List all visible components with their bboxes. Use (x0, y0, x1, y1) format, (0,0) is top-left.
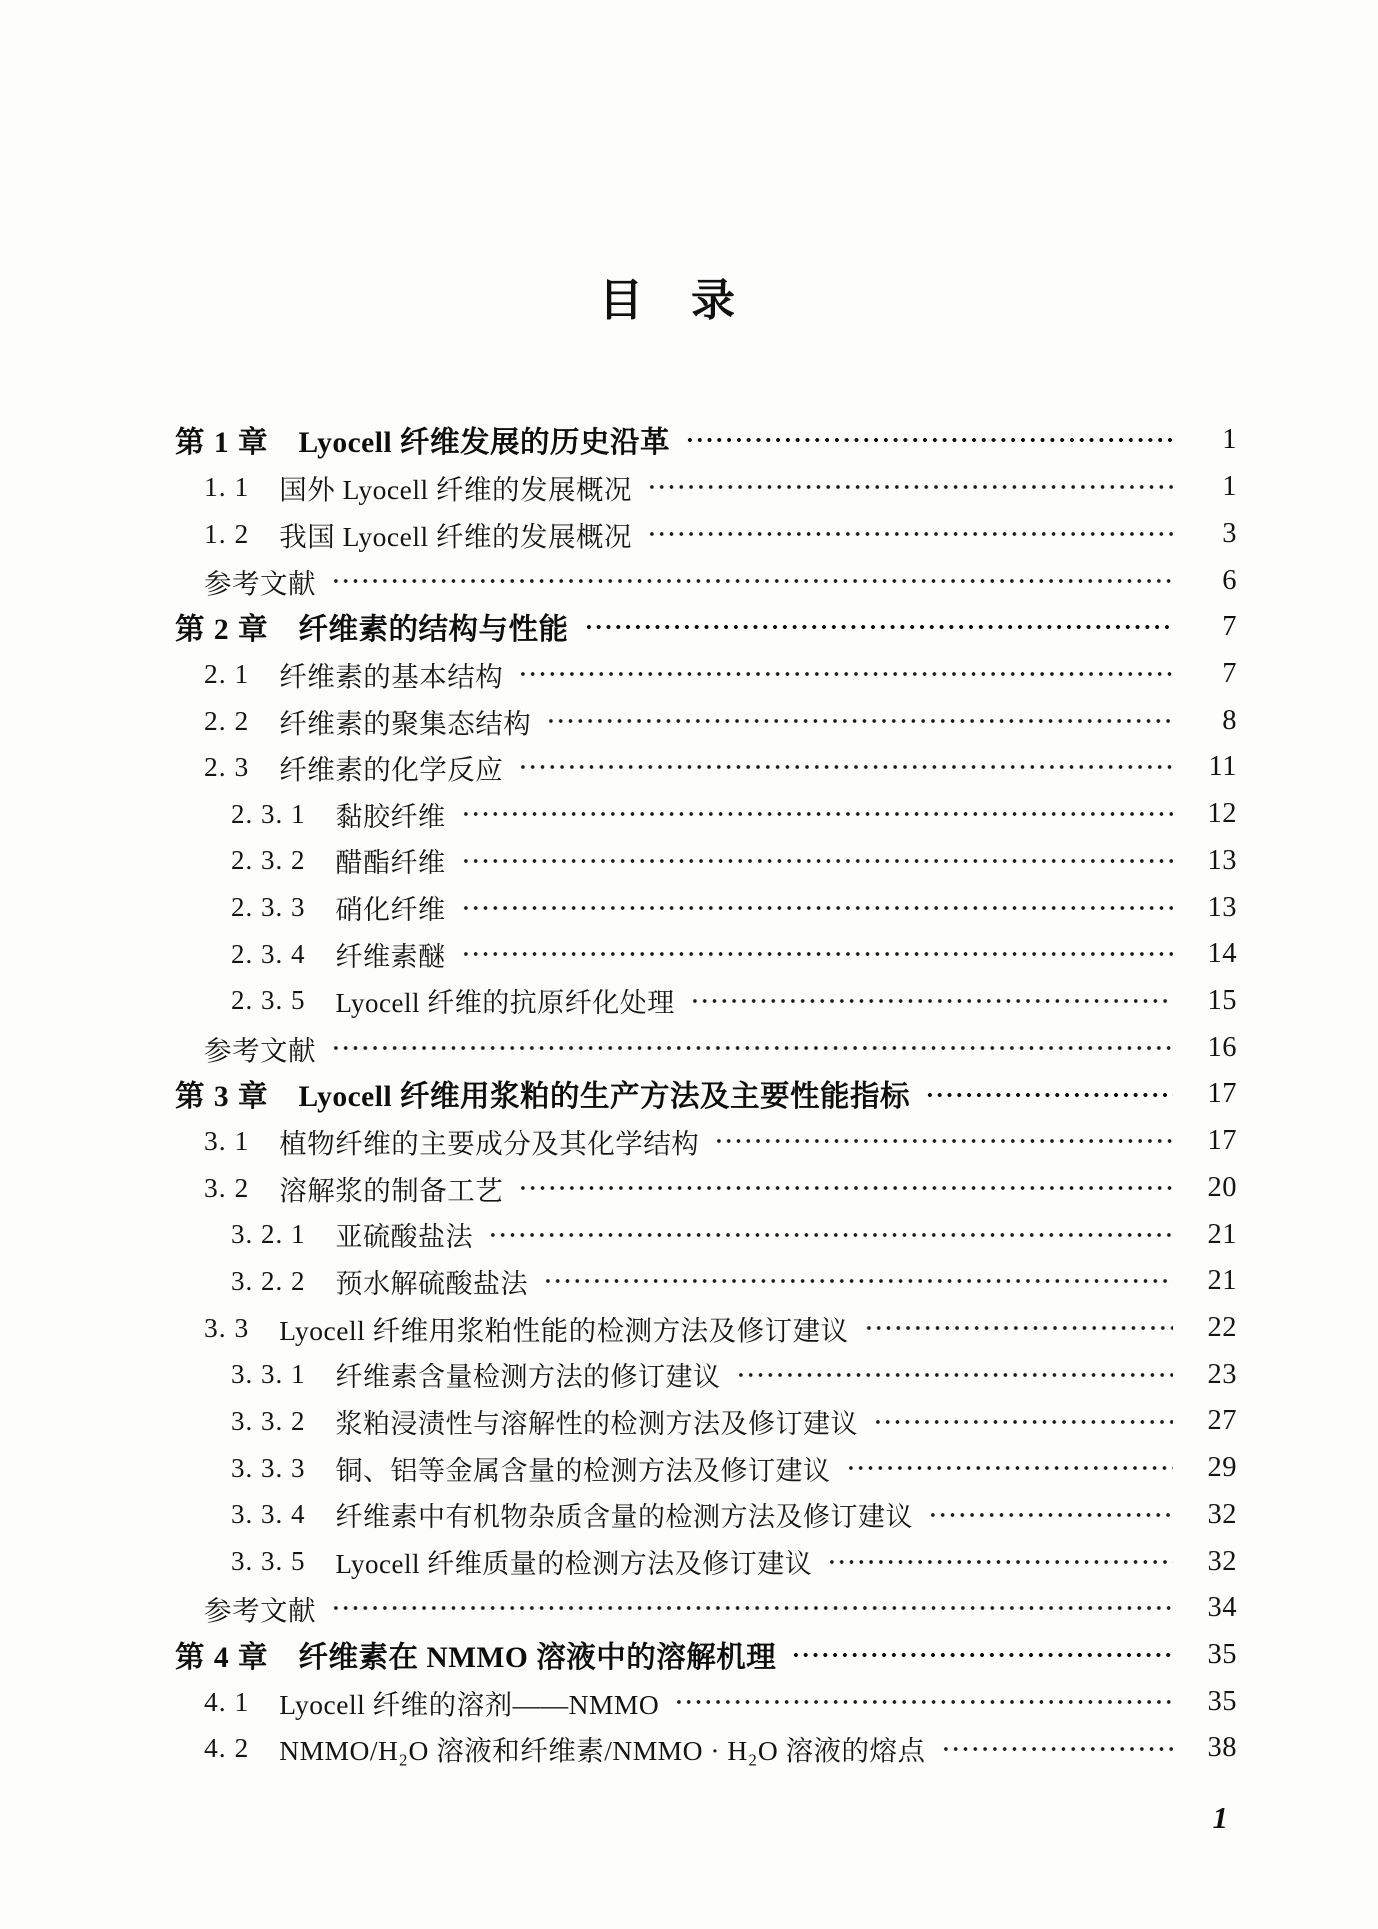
toc-entry-number: 2. 1 (204, 657, 250, 689)
toc-entry-page: 32 (1207, 1545, 1237, 1577)
toc-entry-label: Lyocell 纤维用浆粕的生产方法及主要性能指标 (298, 1081, 911, 1114)
toc-entry (175, 931, 1237, 978)
toc-entry-page: 21 (1207, 1218, 1237, 1250)
toc-entry-label: Lyocell 纤维的抗原纤化处理 (335, 988, 675, 1019)
toc-entry-page: 14 (1207, 938, 1237, 970)
toc-entry-number: 4. 2 (204, 1732, 250, 1764)
toc-entry-label: 参考文献 (204, 567, 316, 599)
toc-entry-page: 22 (1207, 1312, 1237, 1344)
toc-entry-page: 35 (1207, 1639, 1237, 1671)
dot-leader (925, 1071, 1173, 1118)
toc-entry-page: 32 (1207, 1498, 1237, 1530)
toc-entry-number: 2. 3. 4 (231, 938, 306, 969)
toc-entry (175, 884, 1237, 931)
toc-entry-page: 8 (1222, 704, 1237, 736)
toc-entry-number: 3. 3. 2 (231, 1405, 306, 1436)
toc-entry (175, 1258, 1237, 1305)
dot-leader (518, 744, 1173, 791)
toc-entry (175, 744, 1237, 791)
toc-entry-label: Lyocell 纤维发展的历史沿革 (298, 427, 671, 460)
toc-entry (175, 1585, 1237, 1632)
dot-leader (647, 510, 1173, 557)
toc-entry (175, 1398, 1237, 1445)
toc-entry-label: 我国 Lyocell 纤维的发展概况 (279, 520, 632, 552)
toc-entry-page: 38 (1207, 1732, 1237, 1764)
dot-leader (846, 1445, 1174, 1492)
dot-leader (584, 604, 1173, 651)
toc-entry (175, 697, 1237, 744)
toc-entry-label: Lyocell 纤维质量的检测方法及修订建议 (335, 1549, 813, 1580)
toc-entry-page: 3 (1222, 517, 1237, 549)
dot-leader (331, 1024, 1173, 1071)
dot-leader (518, 651, 1173, 698)
toc-entry (175, 1538, 1237, 1585)
toc-entry-number: 1. 1 (204, 471, 250, 503)
toc-entry-number: 3. 2. 2 (231, 1265, 306, 1296)
toc-entry (175, 557, 1237, 604)
dot-leader (518, 1165, 1173, 1212)
toc-entry-label: 纤维素的化学反应 (279, 754, 504, 786)
dot-leader (941, 1725, 1173, 1772)
toc-entry-label: 纤维素含量检测方法的修订建议 (335, 1362, 721, 1393)
toc-entry-label: 铜、铝等金属含量的检测方法及修订建议 (335, 1455, 831, 1486)
toc-entry (175, 1725, 1237, 1772)
toc-entry-page: 20 (1207, 1171, 1237, 1203)
toc-entry-page: 13 (1207, 844, 1237, 876)
toc-entry-page: 16 (1207, 1031, 1237, 1063)
dot-leader (928, 1492, 1173, 1539)
dot-leader (488, 1211, 1173, 1258)
toc-entry-number: 3. 3. 3 (231, 1452, 306, 1483)
dot-leader (690, 978, 1173, 1025)
toc-entry-page: 12 (1207, 798, 1237, 830)
dot-leader (685, 417, 1173, 464)
dot-leader (461, 837, 1174, 884)
toc-entry (175, 417, 1237, 464)
toc-entry-number: 第 3 章 (175, 1081, 269, 1114)
toc-entry-label: 国外 Lyocell 纤维的发展概况 (279, 474, 632, 506)
toc-entry-page: 17 (1207, 1125, 1237, 1157)
toc-entry (175, 1071, 1237, 1118)
toc-entry-label: 纤维素的基本结构 (279, 660, 504, 692)
toc-entry-page: 34 (1207, 1592, 1237, 1624)
dot-leader (331, 1585, 1173, 1632)
toc-entry-number: 第 1 章 (175, 427, 269, 460)
dot-leader (461, 884, 1174, 931)
toc-entry (175, 837, 1237, 884)
dot-leader (736, 1351, 1174, 1398)
toc-entry-number: 2. 3. 1 (231, 798, 306, 829)
toc-entry-page: 13 (1207, 891, 1237, 923)
toc-entry-page: 27 (1207, 1405, 1237, 1437)
toc-entry-page: 15 (1207, 984, 1237, 1016)
toc-entry-number: 3. 2 (204, 1171, 250, 1203)
dot-leader (543, 1258, 1173, 1305)
toc-entry (175, 464, 1237, 511)
toc-entry-page: 6 (1222, 564, 1237, 596)
toc-entry-label: 纤维素的结构与性能 (298, 614, 569, 647)
dot-leader (647, 464, 1173, 511)
toc-entry (175, 1632, 1237, 1679)
toc-entry (175, 510, 1237, 557)
toc-entry-page: 7 (1222, 657, 1237, 689)
toc-entry-number: 2. 3. 5 (231, 985, 306, 1016)
toc-entry-label: 参考文献 (204, 1595, 316, 1627)
toc-entry-page: 1 (1222, 424, 1237, 456)
toc-entry-label: 纤维素在 NMMO 溶液中的溶解机理 (298, 1642, 777, 1675)
dot-leader (714, 1118, 1173, 1165)
toc-entry-label: 黏胶纤维 (335, 801, 446, 832)
toc-entry-page: 35 (1207, 1685, 1237, 1717)
toc-entry (175, 1211, 1237, 1258)
toc-entry-page: 21 (1207, 1265, 1237, 1297)
dot-leader (827, 1538, 1173, 1585)
toc-entry-number: 4. 1 (204, 1685, 250, 1717)
page-title: 目 录 (599, 276, 737, 325)
toc-entry (175, 1492, 1237, 1539)
toc-entry-label: 参考文献 (204, 1034, 316, 1066)
toc-entry-page: 11 (1208, 751, 1237, 783)
toc-entry-page: 17 (1207, 1078, 1237, 1110)
toc-list (175, 417, 1237, 1772)
toc-entry-number: 3. 2. 1 (231, 1219, 306, 1250)
toc-entry-label: 植物纤维的主要成分及其化学结构 (279, 1128, 700, 1160)
toc-entry-label: Lyocell 纤维用浆粕性能的检测方法及修订建议 (279, 1315, 849, 1347)
toc-entry-page: 23 (1207, 1358, 1237, 1390)
toc-entry-number: 第 4 章 (175, 1642, 269, 1675)
toc-entry (175, 1305, 1237, 1352)
toc-entry-page: 1 (1222, 471, 1237, 503)
page-number: 1 (1212, 1800, 1228, 1835)
toc-entry-label: 浆粕浸渍性与溶解性的检测方法及修订建议 (335, 1408, 858, 1439)
toc-entry-number: 3. 3 (204, 1312, 250, 1344)
toc-entry (175, 651, 1237, 698)
toc-entry-label: 醋酯纤维 (335, 848, 446, 879)
toc-entry (175, 978, 1237, 1025)
toc-entry-label: 纤维素中有机物杂质含量的检测方法及修订建议 (335, 1502, 913, 1533)
toc-entry-number: 第 2 章 (175, 614, 269, 647)
toc-entry-number: 3. 1 (204, 1125, 250, 1157)
toc-entry-label: 纤维素的聚集态结构 (279, 707, 532, 739)
dot-leader (864, 1305, 1173, 1352)
toc-entry-label: 溶解浆的制备工艺 (279, 1174, 504, 1206)
toc-entry (175, 1445, 1237, 1492)
toc-entry-number: 2. 3 (204, 751, 250, 783)
toc-entry (175, 1118, 1237, 1165)
toc-entry-label: 预水解硫酸盐法 (335, 1268, 528, 1299)
toc-entry (175, 1165, 1237, 1212)
toc-entry-label: 亚硫酸盐法 (335, 1222, 473, 1253)
toc-entry (175, 604, 1237, 651)
toc-entry-number: 3. 3. 1 (231, 1359, 306, 1390)
toc-entry-number: 3. 3. 4 (231, 1499, 306, 1530)
toc-entry-number: 2. 3. 3 (231, 892, 306, 923)
dot-leader (791, 1632, 1173, 1679)
toc-entry (175, 1351, 1237, 1398)
toc-entry-label: NMMO/H₂O 溶液和纤维素/NMMO · H₂O 溶液的熔点 (279, 1735, 926, 1767)
dot-leader (461, 791, 1174, 838)
toc-entry-number: 1. 2 (204, 517, 250, 549)
dot-leader (873, 1398, 1173, 1445)
toc-entry-label: 纤维素醚 (335, 941, 446, 972)
toc-entry (175, 1678, 1237, 1725)
toc-entry-label: 硝化纤维 (335, 895, 446, 926)
dot-leader (331, 557, 1173, 604)
toc-entry-number: 3. 3. 5 (231, 1546, 306, 1577)
toc-entry (175, 1024, 1237, 1071)
toc-entry-page: 29 (1207, 1452, 1237, 1484)
toc-entry-label: Lyocell 纤维的溶剂——NMMO (279, 1688, 660, 1720)
toc-entry (175, 791, 1237, 838)
dot-leader (674, 1678, 1173, 1725)
toc-entry-page: 7 (1222, 611, 1237, 643)
toc-entry-number: 2. 3. 2 (231, 845, 306, 876)
toc-entry-number: 2. 2 (204, 704, 250, 736)
dot-leader (546, 697, 1173, 744)
dot-leader (461, 931, 1174, 978)
